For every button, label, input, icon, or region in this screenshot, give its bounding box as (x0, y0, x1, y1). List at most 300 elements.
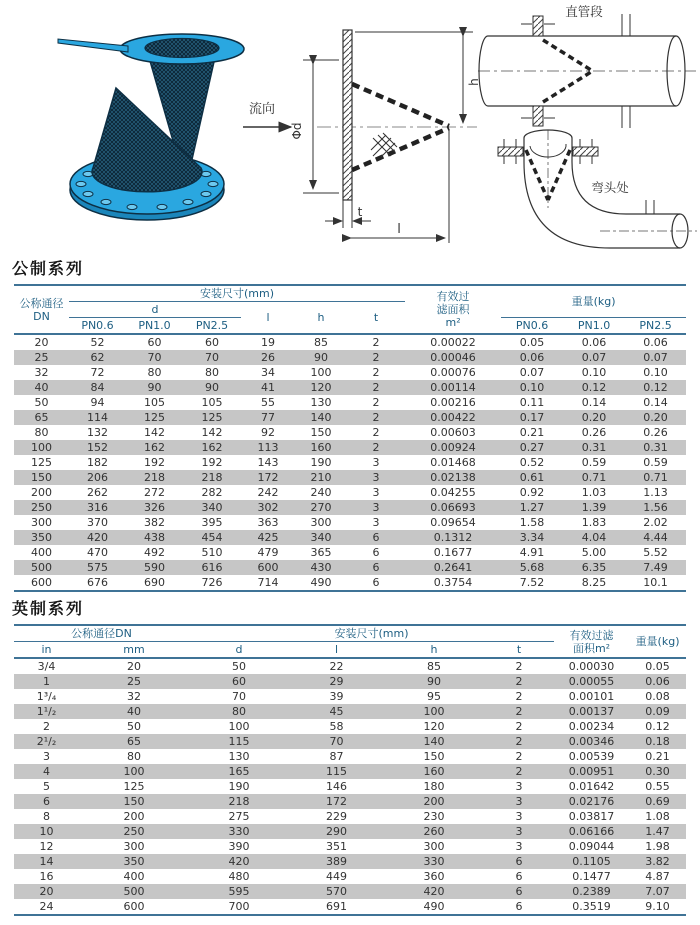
table-cell: 0.18 (629, 734, 686, 749)
table-cell: 70 (183, 350, 241, 365)
table-cell: 449 (326, 870, 348, 883)
table-cell: 80 (147, 366, 162, 379)
table-cell: 275 (228, 810, 250, 823)
table-cell: 0.31 (563, 440, 625, 455)
col-header-area-line2: 滤面积 (436, 303, 470, 316)
table-cell: 60 (147, 336, 162, 349)
table-cell: 1.56 (625, 500, 686, 515)
table-cell: 20 (14, 884, 79, 899)
table-cell: 575 (69, 560, 126, 575)
dim-label-l: l (397, 222, 401, 237)
strainer-product-illustration (10, 0, 250, 250)
table-cell: 351 (326, 840, 348, 853)
metric-table (14, 284, 686, 592)
col-header-dn (14, 285, 69, 334)
table-cell: 700 (228, 900, 250, 913)
table-cell: 500 (14, 560, 69, 575)
table-row (14, 734, 686, 749)
table-cell: 350 (79, 854, 189, 869)
table-cell: 9.10 (645, 900, 670, 913)
table-cell: 0.27 (501, 440, 563, 455)
table-cell: 192 (201, 456, 223, 469)
table-cell: 0.21 (645, 750, 670, 763)
table-row (14, 658, 686, 674)
col-header-w-pn10: PN1.0 (563, 318, 625, 335)
table-cell: 150 (423, 750, 445, 763)
table-cell: 0.52 (519, 456, 545, 469)
table-cell: 200 (384, 794, 484, 809)
table-cell: 100 (228, 720, 250, 733)
imperial-title: 英制系列 (12, 599, 85, 618)
table-cell: 0.69 (629, 794, 686, 809)
table-cell: 100 (14, 440, 69, 455)
table-cell: 0.00101 (568, 690, 615, 703)
table-cell: 5.68 (501, 560, 563, 575)
table-cell: 113 (241, 440, 295, 455)
table-cell: 0.00076 (430, 366, 476, 379)
table-cell: 160 (295, 440, 347, 455)
table-cell: 0.02138 (405, 470, 501, 485)
table-cell: 570 (289, 884, 384, 899)
table-cell: 6 (515, 900, 523, 913)
table-cell: 2 (372, 336, 380, 349)
table-cell: 115 (189, 734, 289, 749)
table-cell: 4.91 (519, 546, 545, 559)
table-cell: 0.00055 (554, 674, 629, 689)
col-header-weight: 重量(kg) (629, 625, 686, 658)
table-cell: 438 (126, 530, 183, 545)
table-cell: 2 (347, 440, 405, 455)
table-cell: 0.06 (643, 336, 668, 349)
table-cell: 70 (289, 734, 384, 749)
table-row (14, 350, 686, 365)
table-cell: 3 (43, 750, 50, 763)
flow-direction-label: 流向 (249, 102, 276, 117)
table-cell: 130 (228, 750, 250, 763)
table-cell: 50 (34, 396, 49, 409)
table-cell: 90 (126, 380, 183, 395)
table-cell: 3 (515, 840, 523, 853)
col-header-area-line1: 有效过滤 (569, 628, 614, 642)
table-row (14, 515, 686, 530)
table-cell: 492 (144, 546, 165, 559)
table-cell: 3 (372, 486, 380, 499)
table-cell: 60 (205, 336, 219, 349)
table-cell: 0.14 (643, 396, 668, 409)
table-row (14, 470, 686, 485)
table-cell: 0.12 (563, 380, 625, 395)
table-row (14, 809, 686, 824)
table-cell: 400 (31, 546, 52, 559)
table-cell: 420 (69, 530, 126, 545)
table-cell: 3 (372, 456, 380, 469)
table-cell: 25 (14, 350, 69, 365)
table-cell: 1³/₄ (36, 690, 57, 703)
table-cell: 172 (289, 794, 384, 809)
table-cell: 250 (14, 500, 69, 515)
table-cell: 0.20 (563, 410, 625, 425)
table-cell: 0.26 (581, 426, 607, 439)
table-cell: 5.00 (581, 546, 607, 559)
table-cell: 0.2641 (405, 560, 501, 575)
table-cell: 420 (384, 884, 484, 899)
table-cell: 600 (241, 560, 295, 575)
table-cell: 146 (326, 780, 348, 793)
table-cell: 20 (127, 660, 141, 673)
table-cell: 400 (123, 870, 145, 883)
table-cell: 6 (347, 530, 405, 545)
table-cell: 1.98 (645, 840, 670, 853)
col-header-w-pn06: PN0.6 (501, 318, 563, 335)
table-cell: 480 (228, 870, 250, 883)
table-cell: 242 (257, 486, 279, 499)
table-cell: 120 (423, 720, 445, 733)
col-header-h: h (295, 302, 347, 335)
table-cell: 1.83 (581, 516, 607, 529)
table-cell: 0.21 (519, 426, 545, 439)
table-cell: 190 (228, 780, 250, 793)
table-cell: 0.55 (645, 780, 670, 793)
table-cell: 6 (347, 560, 405, 575)
dim-label-h: h (467, 78, 481, 86)
table-cell: 0.1477 (572, 870, 611, 883)
table-cell: 0.14 (581, 396, 607, 409)
table-cell: 425 (241, 530, 295, 545)
table-cell: 200 (31, 486, 52, 499)
table-cell: 2 (347, 350, 405, 365)
table-cell: 0.61 (501, 470, 563, 485)
table-cell: 50 (232, 660, 247, 673)
table-cell: 270 (295, 500, 347, 515)
table-cell: 6 (484, 854, 554, 869)
table-cell: 70 (126, 350, 183, 365)
table-cell: 0.10 (581, 366, 607, 379)
table-cell: 590 (126, 560, 183, 575)
table-cell: 0.00951 (554, 764, 629, 779)
table-cell: 14 (14, 854, 79, 869)
table-cell: 302 (241, 500, 295, 515)
table-cell: 3 (515, 810, 523, 823)
table-cell: 142 (201, 426, 223, 439)
table-cell: 2 (515, 720, 523, 733)
table-cell: 32 (34, 366, 49, 379)
table-cell: 2 (372, 366, 380, 379)
table-cell: 0.09654 (430, 516, 476, 529)
col-header-d: d (189, 642, 289, 659)
table-cell: 143 (257, 456, 279, 469)
table-cell: 60 (189, 674, 289, 689)
table-cell: 162 (126, 440, 183, 455)
table-row (14, 749, 686, 764)
installation-diagrams (478, 0, 700, 262)
col-header-area-line3: m² (445, 316, 461, 329)
table-cell: 0.09 (629, 704, 686, 719)
table-cell: 2 (484, 704, 554, 719)
table-cell: 0.12 (645, 720, 670, 733)
table-cell: 2 (515, 750, 523, 763)
table-row (14, 530, 686, 545)
table-cell: 32 (127, 690, 141, 703)
table-row (14, 839, 686, 854)
table-cell: 0.10 (643, 366, 668, 379)
table-cell: 87 (329, 750, 344, 763)
col-header-area (405, 285, 501, 334)
table-cell: 0.71 (563, 470, 625, 485)
table-cell: 95 (427, 690, 442, 703)
table-cell: 58 (329, 720, 344, 733)
table-cell: 0.00539 (568, 750, 615, 763)
table-cell: 0.00216 (430, 396, 476, 409)
table-cell: 0.07 (563, 350, 625, 365)
table-cell: 80 (189, 704, 289, 719)
table-cell: 490 (310, 576, 332, 589)
table-cell: 2 (372, 396, 380, 409)
table-cell: 120 (295, 380, 347, 395)
table-cell: 8 (43, 810, 50, 823)
table-cell: 162 (183, 440, 241, 455)
table-cell: 100 (79, 764, 189, 779)
col-header-mm: mm (79, 642, 189, 659)
table-cell: 0.06 (629, 674, 686, 689)
table-cell: 0.00234 (568, 720, 615, 733)
table-cell: 94 (90, 396, 105, 409)
table-cell: 0.1105 (554, 854, 629, 869)
table-cell: 90 (384, 674, 484, 689)
imperial-section (0, 600, 700, 916)
table-cell: 300 (310, 516, 332, 529)
col-header-w-pn25: PN2.5 (625, 318, 686, 335)
col-header-area-line1: 有效过 (436, 290, 470, 303)
table-cell: 0.00046 (405, 350, 501, 365)
table-cell: 616 (183, 560, 241, 575)
table-cell: 3 (515, 780, 523, 793)
table-cell: 45 (289, 704, 384, 719)
table-cell: 0.09044 (568, 840, 615, 853)
col-header-h: h (384, 642, 484, 659)
table-cell: 229 (326, 810, 348, 823)
table-cell: 0.06166 (554, 824, 629, 839)
table-cell: 0.07 (519, 366, 545, 379)
table-cell: 84 (69, 380, 126, 395)
col-header-l: l (289, 642, 384, 659)
table-row (14, 854, 686, 869)
table-cell: 0.05 (645, 660, 670, 673)
table-cell: 16 (39, 870, 54, 883)
col-header-t: t (484, 642, 554, 659)
table-row (14, 365, 686, 380)
table-cell: 92 (261, 426, 275, 439)
handle (58, 39, 128, 52)
table-cell: 6.35 (563, 560, 625, 575)
table-cell: 192 (144, 456, 165, 469)
table-cell: 2 (347, 410, 405, 425)
table-cell: 1.58 (519, 516, 545, 529)
table-cell: 0.00114 (405, 380, 501, 395)
table-cell: 150 (14, 470, 69, 485)
table-cell: 0.02176 (554, 794, 629, 809)
table-row (14, 485, 686, 500)
table-cell: 190 (310, 456, 332, 469)
table-cell: 2 (484, 734, 554, 749)
table-cell: 0.3754 (433, 576, 473, 589)
table-cell: 262 (87, 486, 108, 499)
table-cell: 360 (423, 870, 445, 883)
table-cell: 330 (384, 854, 484, 869)
table-cell: 330 (189, 824, 289, 839)
table-cell: 2 (515, 660, 523, 673)
table-cell: 5 (43, 780, 50, 793)
table-cell: 40 (14, 380, 69, 395)
table-cell: 2¹/₂ (14, 734, 79, 749)
table-cell: 218 (126, 470, 183, 485)
table-cell: 6 (484, 884, 554, 899)
table-cell: 182 (87, 456, 108, 469)
table-cell: 6 (515, 870, 523, 883)
table-cell: 2 (372, 426, 380, 439)
table-row (14, 455, 686, 470)
table-cell: 0.26 (643, 426, 668, 439)
table-cell: 0.31 (625, 440, 686, 455)
table-row (14, 674, 686, 689)
table-cell: 0.17 (501, 410, 563, 425)
dimension-drawing (235, 0, 485, 252)
table-cell: 0.01642 (568, 780, 615, 793)
table-row (14, 704, 686, 719)
flange-section (343, 30, 352, 200)
col-group-weight: 重量(kg) (501, 285, 686, 318)
col-group-install: 安装尺寸(mm) (189, 625, 554, 642)
table-cell: 0.01468 (430, 456, 476, 469)
table-cell: 490 (423, 900, 445, 913)
table-cell: 41 (241, 380, 295, 395)
table-cell: 300 (31, 516, 52, 529)
table-cell: 125 (126, 410, 183, 425)
table-cell: 0.06 (501, 350, 563, 365)
table-cell: 152 (69, 440, 126, 455)
table-cell: 290 (289, 824, 384, 839)
table-cell: 282 (201, 486, 223, 499)
table-cell: 85 (427, 660, 442, 673)
table-cell: 0.71 (625, 470, 686, 485)
table-cell: 272 (144, 486, 165, 499)
cone-wall-bottom (352, 128, 449, 170)
table-cell: 1.13 (643, 486, 668, 499)
table-cell: 6 (372, 546, 380, 559)
table-cell: 85 (314, 336, 328, 349)
table-row (14, 824, 686, 839)
dim-label-t: t (357, 205, 363, 219)
table-cell: 0.03817 (568, 810, 615, 823)
table-cell: 142 (144, 426, 165, 439)
table-cell: 4.44 (625, 530, 686, 545)
table-cell: 0.08 (645, 690, 670, 703)
table-cell: 230 (423, 810, 445, 823)
table-cell: 0.00022 (430, 336, 476, 349)
table-cell: 326 (126, 500, 183, 515)
table-cell: 26 (241, 350, 295, 365)
table-cell: 500 (79, 884, 189, 899)
straight-pipe-diagram (478, 14, 696, 128)
table-cell: 80 (34, 426, 49, 439)
table-cell: 25 (79, 674, 189, 689)
table-cell: 0.04255 (430, 486, 476, 499)
table-cell: 0.1312 (405, 530, 501, 545)
table-cell: 390 (228, 840, 250, 853)
table-cell: 4 (14, 764, 79, 779)
table-cell: 0.1677 (433, 546, 473, 559)
table-cell: 105 (201, 396, 223, 409)
table-cell: 115 (289, 764, 384, 779)
table-cell: 180 (423, 780, 445, 793)
table-cell: 218 (189, 794, 289, 809)
metric-section (0, 260, 700, 592)
table-row (14, 560, 686, 575)
table-cell: 3 (484, 794, 554, 809)
table-cell: 0.05 (519, 336, 545, 349)
table-row (14, 689, 686, 704)
table-cell: 3 (347, 470, 405, 485)
table-cell: 300 (423, 840, 445, 853)
dim-label-phi-d: Φd (290, 122, 304, 140)
table-cell: 3.82 (629, 854, 686, 869)
table-cell: 3 (372, 516, 380, 529)
table-cell: 65 (79, 734, 189, 749)
table-cell: 1.03 (581, 486, 607, 499)
table-cell: 0.00603 (430, 426, 476, 439)
table-cell: 10 (14, 824, 79, 839)
table-cell: 2.02 (643, 516, 668, 529)
table-cell: 24 (39, 900, 54, 913)
table-cell: 80 (127, 750, 141, 763)
col-group-dn: 公称通径DN (14, 625, 189, 642)
illustration-area (0, 0, 700, 252)
table-cell: 2 (347, 380, 405, 395)
table-cell: 52 (90, 336, 105, 349)
table-cell: 77 (241, 410, 295, 425)
table-cell: 100 (310, 366, 332, 379)
table-cell: 0.00346 (554, 734, 629, 749)
table-cell: 510 (201, 546, 223, 559)
col-header-l: l (241, 302, 295, 335)
table-row (14, 899, 686, 915)
table-cell: 72 (90, 366, 105, 379)
table-row (14, 719, 686, 734)
table-cell: 250 (79, 824, 189, 839)
table-cell: 10.1 (643, 576, 668, 589)
table-cell: 595 (189, 884, 289, 899)
col-header-dn-line2: DN (33, 309, 50, 323)
table-cell: 210 (295, 470, 347, 485)
col-header-d-pn25: PN2.5 (183, 318, 241, 335)
table-cell: 300 (123, 840, 145, 853)
col-group-install: 安装尺寸(mm) (69, 285, 405, 302)
table-cell: 105 (144, 396, 165, 409)
table-cell: 5.52 (643, 546, 668, 559)
table-cell: 150 (79, 794, 189, 809)
table-cell: 691 (326, 900, 348, 913)
table-cell: 0.59 (581, 456, 607, 469)
table-row (14, 380, 686, 395)
table-cell: 7.49 (625, 560, 686, 575)
table-cell: 0.3519 (572, 900, 611, 913)
table-cell: 2 (484, 764, 554, 779)
table-cell: 0.20 (625, 410, 686, 425)
table-cell: 12 (39, 840, 54, 853)
table-cell: 34 (261, 366, 275, 379)
table-cell: 90 (295, 350, 347, 365)
table-cell: 1.39 (563, 500, 625, 515)
table-row (14, 779, 686, 794)
